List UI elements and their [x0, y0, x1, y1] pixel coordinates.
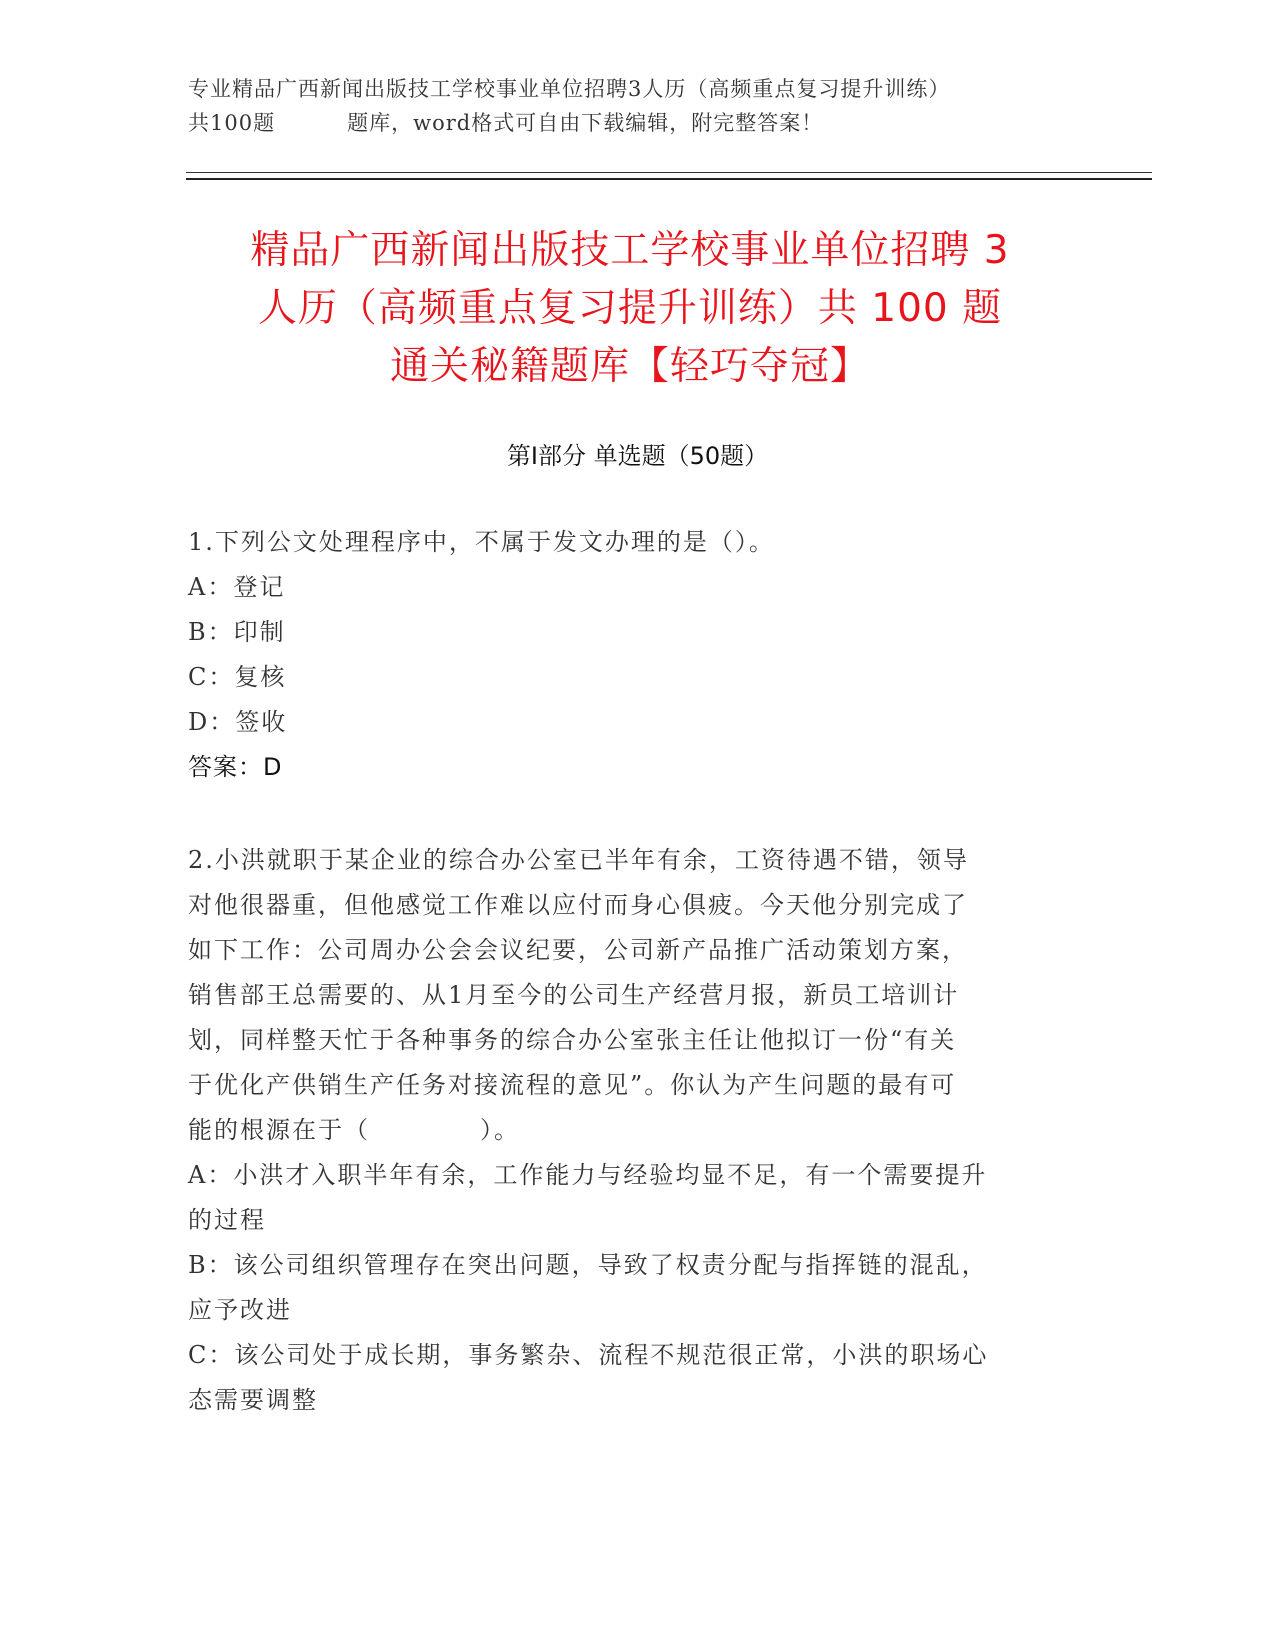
question-1-option-d: D：签收 — [188, 708, 288, 736]
header-note-line-1: 专业精品广西新闻出版技工学校事业单位招聘3人历（高频重点复习提升训练） — [188, 77, 951, 101]
question-1-option-a: A：登记 — [188, 573, 286, 601]
header-note — [188, 72, 1088, 140]
header-note-count: 共100题 — [188, 111, 276, 135]
question-2-stem-line: 2.小洪就职于某企业的综合办公室已半年有余，工资待遇不错，领导 — [188, 846, 969, 874]
question-1 — [188, 520, 1068, 790]
question-2-option-b-cont: 应予改进 — [188, 1296, 292, 1324]
question-2-stem-last-a: 能的根源在于（ — [188, 1116, 370, 1144]
question-2-stem-line: 于优化产供销生产任务对接流程的意见”。你认为产生问题的最有可 — [188, 1071, 957, 1099]
question-2 — [188, 838, 1068, 1423]
question-2-stem-last-b: ）。 — [480, 1116, 520, 1144]
question-2-option-c-cont: 态需要调整 — [188, 1386, 318, 1414]
page-title-line-3: 通关秘籍题库【轻巧夺冠】 — [389, 344, 870, 389]
question-2-stem-line: 对他很器重，但他感觉工作难以应付而身心俱疲。今天他分别完成了 — [188, 891, 968, 919]
header-divider-thin — [186, 172, 1152, 173]
page-title-line-2: 人历（高频重点复习提升训练）共 100 题 — [257, 286, 1003, 331]
section-title: 第Ⅰ部分 单选题（50题） — [506, 442, 769, 470]
question-2-stem-line: 如下工作：公司周办公会会议纪要，公司新产品推广活动策划方案， — [188, 936, 968, 964]
question-1-stem: 1.下列公文处理程序中，不属于发文办理的是（）。 — [188, 528, 775, 556]
question-2-stem-line: 划，同样整天忙于各种事务的综合办公室张主任让他拟订一份“有关 — [188, 1026, 957, 1054]
question-2-option-a: A：小洪才入职半年有余，工作能力与经验均显不足，有一个需要提升 — [188, 1161, 988, 1189]
question-2-option-b: B：该公司组织管理存在突出问题，导致了权责分配与指挥链的混乱， — [188, 1251, 988, 1279]
question-2-option-a-cont: 的过程 — [188, 1206, 266, 1234]
question-2-option-c: C：该公司处于成长期，事务繁杂、流程不规范很正常，小洪的职场心 — [188, 1341, 989, 1369]
question-1-option-b: B：印制 — [188, 618, 286, 646]
header-note-line-2 — [188, 106, 1088, 140]
question-1-option-c: C：复核 — [188, 663, 287, 691]
page-title-line-1: 精品广西新闻出版技工学校事业单位招聘 3 — [250, 228, 1010, 273]
page-title — [170, 222, 1090, 396]
question-1-answer: 答案：D — [188, 753, 283, 781]
question-2-stem-last-line — [188, 1108, 1068, 1153]
header-note-format: 题库，word格式可自由下载编辑，附完整答案！ — [347, 111, 824, 135]
header-divider-thick — [186, 178, 1152, 180]
question-2-stem-line: 销售部王总需要的、从1月至今的公司生产经营月报，新员工培训计 — [188, 981, 960, 1009]
